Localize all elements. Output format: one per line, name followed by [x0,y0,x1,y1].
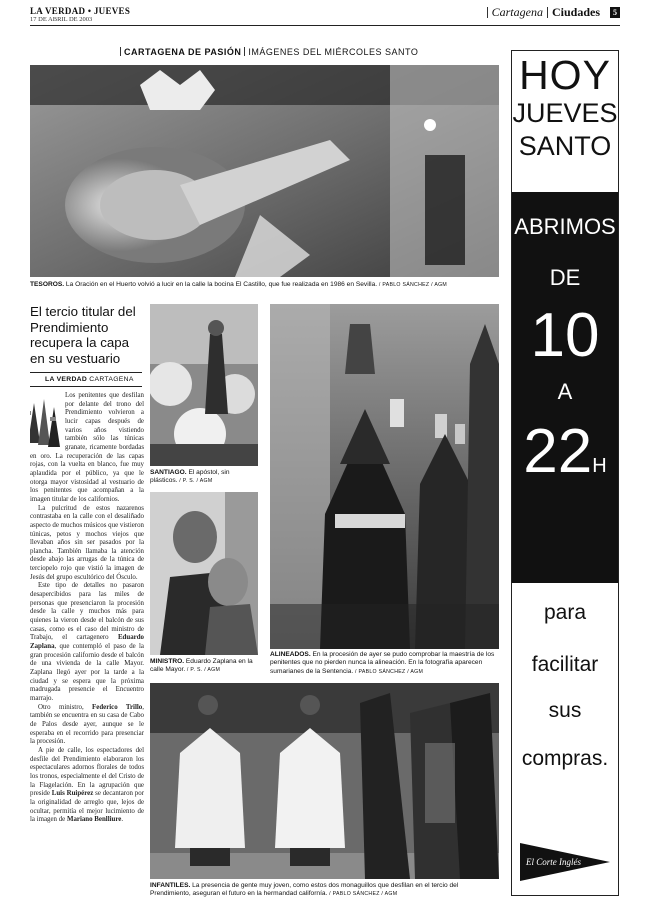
masthead-right [487,5,620,20]
text: , también se encuentra en su casa de Cabo de Palos desde ayer, aunque se le esperaba en el recorrido para presenciar la procesión. [30,703,144,746]
text: Este tipo de detalles no pasaron desapercibidos para las miles de personas que presenciaron la procesión desde la calle y muchos más para quienes la vieron desde el balcón de sus casas, como es el caso del ministro de Trabajo, el cartagenero [30,582,144,642]
section-city: Cartagena [491,5,543,19]
el-corte-ingles-logo [518,837,612,887]
ad-from: DE [549,265,581,290]
section-kicker [120,47,418,57]
ad-tagline-3: sus [548,699,582,722]
kicker-title: CARTAGENA DE PASIÓN [124,47,242,57]
byline-paper: LA VERDAD [45,376,88,383]
person-name: Eduardo Zaplana [30,634,144,651]
caption-ministro [150,658,258,675]
person-name: Mariano Benlliure [66,816,122,824]
photo-credit: / PABLO SÁNCHEZ / AGM [327,891,398,898]
text: , que contempló el paso de la gran procesión californio desde el balcón de una vivienda de la calle Mayor. Zaplana llegó ayer por la tarde a la ciudad y se espera que la próxima madrugada presencie el Encuentro marrajo. [30,643,144,702]
divider [547,7,548,18]
byline [45,376,134,383]
masthead-left [30,6,130,24]
byline-rule [30,372,142,373]
advertisement [511,50,619,896]
caption-tesoros [30,281,500,289]
page-number: 5 [610,7,620,18]
ad-tagline-1: para [543,601,587,624]
ad-hours-panel [512,192,618,583]
ad-tagline-2: facilitar [531,653,599,676]
caption-text: La Oración en el Huerto volvió a lucir en la calle la bocina El Castillo, que fue realizada en 1986 en Sevilla. [64,281,378,288]
article-headline: El tercio titular del Prendimiento recupera la capa en su vestuario [30,304,136,366]
photo-credit: / P. S. / AGM [185,667,221,674]
ad-to: A [557,379,573,404]
photo-alineados [270,304,499,649]
ad-tagline-4: compras. [521,747,609,770]
caption-text: En la procesión de ayer se pudo comprobar la maestría de los penitentes que no pierden nunca la alineación. En la fotografía aparecen sumarianes de la Sentencia. [270,651,495,675]
photo-ministro [150,492,258,655]
caption-text: Eduardo Zaplana en la calle Mayor. [150,658,253,674]
photo-credit: / P. S. / AGM [177,478,213,485]
photo-santiago [150,304,258,466]
photo-infantiles [150,683,499,879]
text: se decantaron por la originalidad de arreglo que, lejos de ocultar, permitía el mejor lucimiento de la imagen de [30,790,144,824]
photo-credit: / PABLO SÁNCHEZ / AGM [353,668,424,675]
brand-text: El Corte Inglés [526,857,581,867]
caption-alineados [270,651,500,676]
paragraph-5 [30,747,144,825]
caption-text: El apóstol, sin plásticos. [150,469,230,485]
ad-headline-hoy: HOY [519,52,611,98]
ad-hour-unit: H [592,455,607,477]
text: A pie de calle, los espectadores del desfile del Prendimiento elaboraron los espectaculares adornos florales de todos los tronos, especialmente el del Cristo de la Flagelación. En la agrupación que preside [30,746,144,798]
article-body [30,392,144,900]
ad-open-hour: 10 [530,301,600,370]
photo-credit: / PABLO SÁNCHEZ / AGM [377,282,448,288]
caption-lead: SANTIAGO. [150,469,187,476]
kicker-subtitle: IMÁGENES DEL MIÉRCOLES SANTO [248,47,419,57]
text: Otro ministro, [38,703,93,711]
caption-lead: ALINEADOS. [270,651,311,658]
divider [487,7,488,18]
paragraph-4 [30,704,144,747]
issue-date: 17 DE ABRIL DE 2003 [30,16,93,24]
newspaper-name: LA VERDAD • JUEVES [30,6,131,16]
ad-close-time [512,417,618,501]
caption-santiago [150,469,258,486]
byline-rule [30,386,142,387]
person-name: Luis Ruipérez [51,790,94,798]
ad-headline-santo: SANTO [518,131,612,161]
ad-close-hour: 22 [523,417,593,486]
paragraph-3 [30,582,144,703]
photo-tesoros [30,65,499,277]
section-name: Ciudades [551,5,600,19]
caption-lead: MINISTRO. [150,658,185,665]
byline-city: CARTAGENA [87,376,134,383]
caption-infantiles [150,882,500,899]
ad-opens: ABRIMOS [514,214,616,239]
ad-tagline [512,583,618,771]
caption-text: La presencia de gente muy joven, como estos dos monaguillos que desfilan en el tercio del Prendimiento, aseguran el futuro en la hermandad californía. [150,882,459,898]
divider [120,47,121,56]
person-name: Federico Trillo [92,703,143,711]
caption-lead: INFANTILES. [150,882,191,889]
caption-lead: TESOROS. [30,281,65,288]
text: . [121,816,124,824]
paragraph-1: Los penitentes que desfilan por delante del trono del Prendimiento volvieron a lucir capas después de varios años vistiendo también sólo las túnicas granate, ricamente bordadas en oro. La recuperación de las capas rojas, con la vuelta en blanco, fue muy aplaudida por el público, ya que le otorga mayor vistosidad al vestuario de los penitentes que acompañan a la imagen titular de los californios. [30,392,144,503]
penitent-figures-illustration [30,393,62,449]
paragraph-2: La pulcritud de estos nazarenos contrastaba en la calle con el desaliñado aspecto de muchos músicos que vistieron túnicas, petos y mochos viejos que llevaban años sin ser pasados por la plancha. También llamaba la atención desde abajo las arrugas de la túnica de terciopelo rojo que vistió la imagen de Jesús del grupo escultórico del Ósculo. [30,504,144,581]
divider [244,47,245,56]
ad-headline-jueves: JUEVES [512,98,618,128]
header-rule [30,25,620,26]
